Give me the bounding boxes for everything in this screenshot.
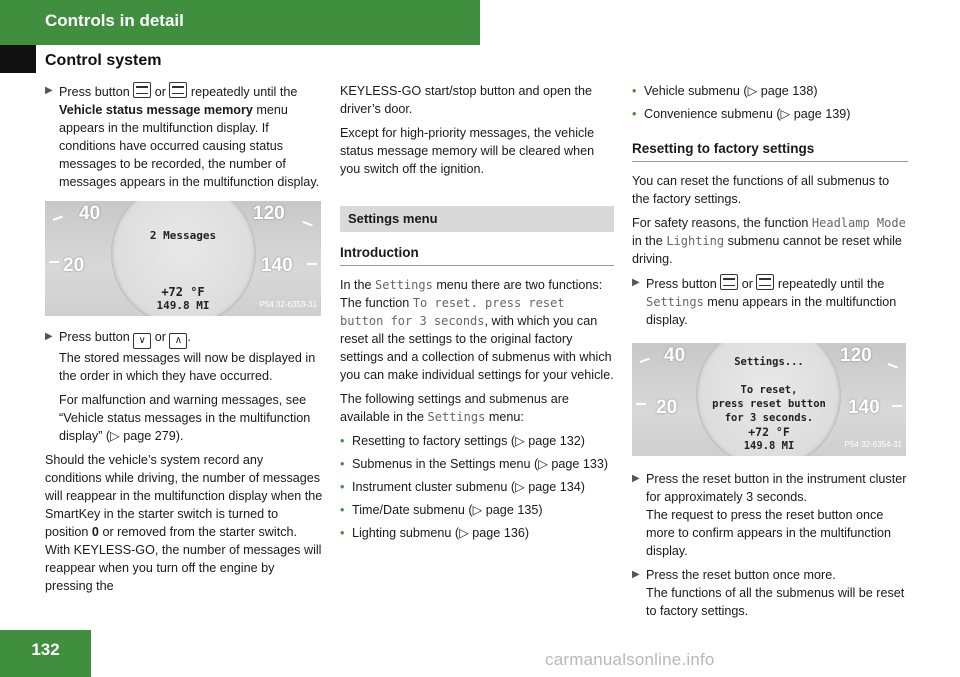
step-arrow-icon: ▶ — [632, 277, 640, 288]
settings-menu-heading: Settings menu — [340, 206, 614, 232]
speed-140: 140 — [848, 397, 880, 418]
gauge-tick — [307, 263, 317, 265]
resetting-heading: Resetting to factory settings — [632, 140, 908, 162]
message-count-text: 2 Messages — [149, 229, 217, 242]
section-marker — [0, 45, 36, 73]
odometer-text: 149.8 MI — [156, 299, 210, 312]
step-arrow-icon: ▶ — [45, 331, 53, 342]
display-down-button-icon — [756, 274, 774, 290]
watermark: carmanualsonline.info — [545, 650, 715, 669]
odometer-text: 149.8 MI — [743, 440, 795, 452]
speed-120: 120 — [840, 345, 872, 366]
step-arrow-icon: ▶ — [632, 473, 640, 484]
cluster-image-settings — [632, 343, 906, 456]
photo-reference: P54 32-6353-31 — [259, 300, 317, 309]
list-item: • Instrument cluster submenu (▷ page 134) — [340, 480, 585, 494]
settings-title-text: Settings... — [734, 356, 804, 368]
available-paragraph: The following settings and submenus are available in the Settings menu: — [340, 392, 569, 424]
step-open-message-memory: ▶ Press button or repeatedly until the Vehicle status message memory menu appears in the multifunction display. If conditions have occurred causing status messages to be recorded, the number of messages appears in the multifunction display. — [45, 82, 323, 191]
reset-line-3: for 3 seconds. — [724, 412, 814, 424]
step-arrow-icon: ▶ — [45, 85, 53, 96]
page-number-box — [0, 630, 91, 677]
reset-line-1: To reset, — [740, 384, 798, 396]
list-item: • Submenus in the Settings menu (▷ page 133) — [340, 457, 609, 471]
message-reappear-paragraph: Should the vehicle’s system record any conditions while driving, the number of messages will reappear in the multifunction display when the SmartKey in the starter switch is turned to position 0 or removed from the starter switch. With KEYLESS-GO, the number of messages will reappear when you turn off the engine by pressing the — [45, 453, 323, 593]
section-title: Control system — [45, 52, 162, 69]
speed-40: 40 — [79, 203, 101, 224]
display-up-button-icon — [133, 82, 151, 98]
step-open-settings: ▶ Press button or repeatedly until the Settings menu appears in the multifunction display. — [632, 274, 908, 329]
outside-temp-text: +72 °F — [161, 285, 205, 299]
intro-paragraph: In the Settings menu there are two functions: The function To reset. press reset button for 3 seconds, with which you can reset all the settings to the original factory settings and a collection of submenus with which you can make individual settings for your vehicle. — [340, 278, 614, 382]
step-press-reset: ▶ Press the reset button in the instrument cluster for approximately 3 seconds. The request to press the reset button once more to confirm appears in the multifunction display. — [632, 472, 907, 558]
next-button-icon: ∨ — [133, 333, 151, 349]
speed-20: 20 — [63, 255, 85, 276]
middle-column: KEYLESS-GO start/stop button and open the driver’s door. Except for high-priority messages, the vehicle status message memory will be cleared when you switch off the ignition. Settings menu Introduction In the Settings menu there are two functions: The function To reset. press reset button for 3 seconds, with which you can reset all the settings to the original factory settings and a collection of submenus with which you can make individual settings for your vehicle. The following settings and submenus are available in the Settings menu: • Resetting to factory settings (▷ page 132) • Submenus in the Settings menu (▷ page 133) • Instrument cluster submenu (▷ page 134) • Time/Date submenu (▷ page 135) • Lighting submenu (▷ page 136) — [340, 84, 614, 540]
list-item: • Lighting submenu (▷ page 136) — [340, 526, 530, 540]
outside-temp-text: +72 °F — [748, 425, 790, 439]
display-down-button-icon — [169, 82, 187, 98]
display-up-button-icon — [720, 274, 738, 290]
photo-reference: P54 32-6354-31 — [844, 440, 902, 449]
previous-button-icon: ∧ — [169, 333, 187, 349]
list-item: • Convenience submenu (▷ page 139) — [632, 107, 851, 121]
speed-20: 20 — [656, 397, 678, 418]
gauge-tick — [303, 221, 313, 226]
chapter-title: Controls in detail — [45, 11, 184, 30]
message-memory-menu-name: Vehicle status message memory — [59, 103, 253, 117]
page-number: 132 — [31, 640, 60, 659]
reset-line-2: press reset button — [712, 398, 826, 410]
gauge-tick — [53, 216, 63, 221]
list-item: • Time/Date submenu (▷ page 135) — [340, 503, 543, 517]
gauge-tick — [49, 261, 59, 263]
safety-paragraph: For safety reasons, the function Headlamp Mode in the Lighting submenu cannot be reset while driving. — [632, 216, 906, 266]
speed-120: 120 — [253, 203, 285, 224]
list-item: • Resetting to factory settings (▷ page 132) — [340, 434, 585, 448]
left-column — [45, 82, 323, 601]
step-confirm-reset: ▶ Press the reset button once more. The functions of all the submenus will be reset to factory settings. — [632, 568, 905, 618]
speed-40: 40 — [664, 345, 686, 366]
cluster-image-messages — [45, 201, 321, 316]
speed-140: 140 — [261, 255, 293, 276]
introduction-heading: Introduction — [340, 244, 614, 266]
step-scroll-messages: ▶ Press button ∨ or ∧ . The stored messages will now be displayed in the order in which they have occurred. For malfunction and warning messages, see “Vehicle status messages in the multifunction display” (▷ page 279). — [45, 330, 316, 443]
step-arrow-icon: ▶ — [632, 569, 640, 580]
list-item: • Vehicle submenu (▷ page 138) — [632, 84, 818, 98]
right-column: • Vehicle submenu (▷ page 138) • Convenience submenu (▷ page 139) Resetting to factory settings You can reset the functions of all submenus to the factory settings. For safety reasons, the function Headlamp Mode in the Lighting submenu cannot be reset while driving. ▶ Press button or repeatedly until the Settings menu appears in the multifunction display. 40 20 120 140 Settings... To reset, press reset button for 3 seconds. +72 °F 149.8 MI P54 32-6354-31 ▶ Press the reset button in the instrument cluster for approximately 3 seconds. The request to press the reset button once more to confirm appears in the multifunction display. ▶ Press the reset button once more. The functions of all the submenus will be reset to factory settings. — [632, 84, 907, 618]
